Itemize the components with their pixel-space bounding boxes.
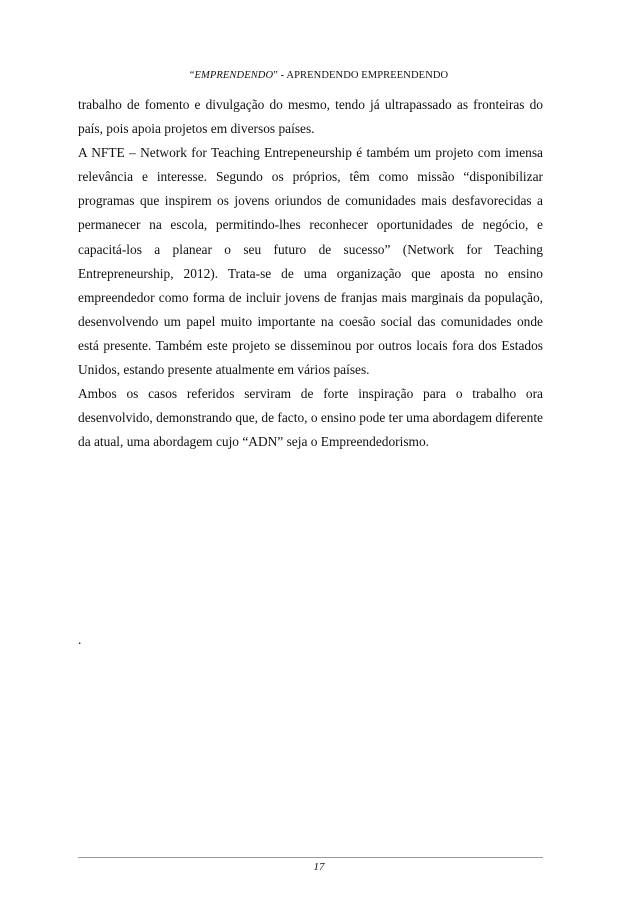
running-header <box>0 70 638 81</box>
page-number: 17 <box>313 861 325 873</box>
header-emphasis: EMPRENDENDO <box>194 70 274 81</box>
paragraph-3: Ambos os casos referidos serviram de forte inspiração para o trabalho ora desenvolvido, demonstrando que, de facto, o ensino pode ter uma abordagem diferente da atual, uma abordagem cujo “ADN” seja o Empreendedorismo. <box>78 386 543 450</box>
stray-period: . <box>78 632 82 647</box>
paragraph-1: trabalho de fomento e divulgação do mesmo, tendo já ultrapassado as fronteiras do país, pois apoia projetos em diversos países. <box>78 97 543 137</box>
footer-divider <box>78 857 543 858</box>
body-text <box>78 93 543 454</box>
paragraph-2: A NFTE – Network for Teaching Entrepeneurship é também um projeto com imensa relevância e interesse. Segundo os próprios, têm como missão “disponibilizar programas que inspirem os jovens oriundos de comunidades mais desfavorecidas a permanecer na escola, permitindo-lhes reconhecer oportunidades de negócio, e capacitá-los a planear o seu futuro de sucesso” (Network for Teaching Entrepreneurship, 2012). Trata-se de uma organização que aposta no ensino empreendedor como forma de incluir jovens de franjas mais marginais da população, desenvolvendo um papel muito importante na coesão social das comunidades onde está presente. Também este projeto se disseminou por outros locais fora dos Estados Unidos, estando presente atualmente em vários países. <box>78 145 543 378</box>
header-open-quote: “ <box>189 70 195 81</box>
header-title: ” - APRENDENDO EMPREENDENDO <box>273 70 449 81</box>
